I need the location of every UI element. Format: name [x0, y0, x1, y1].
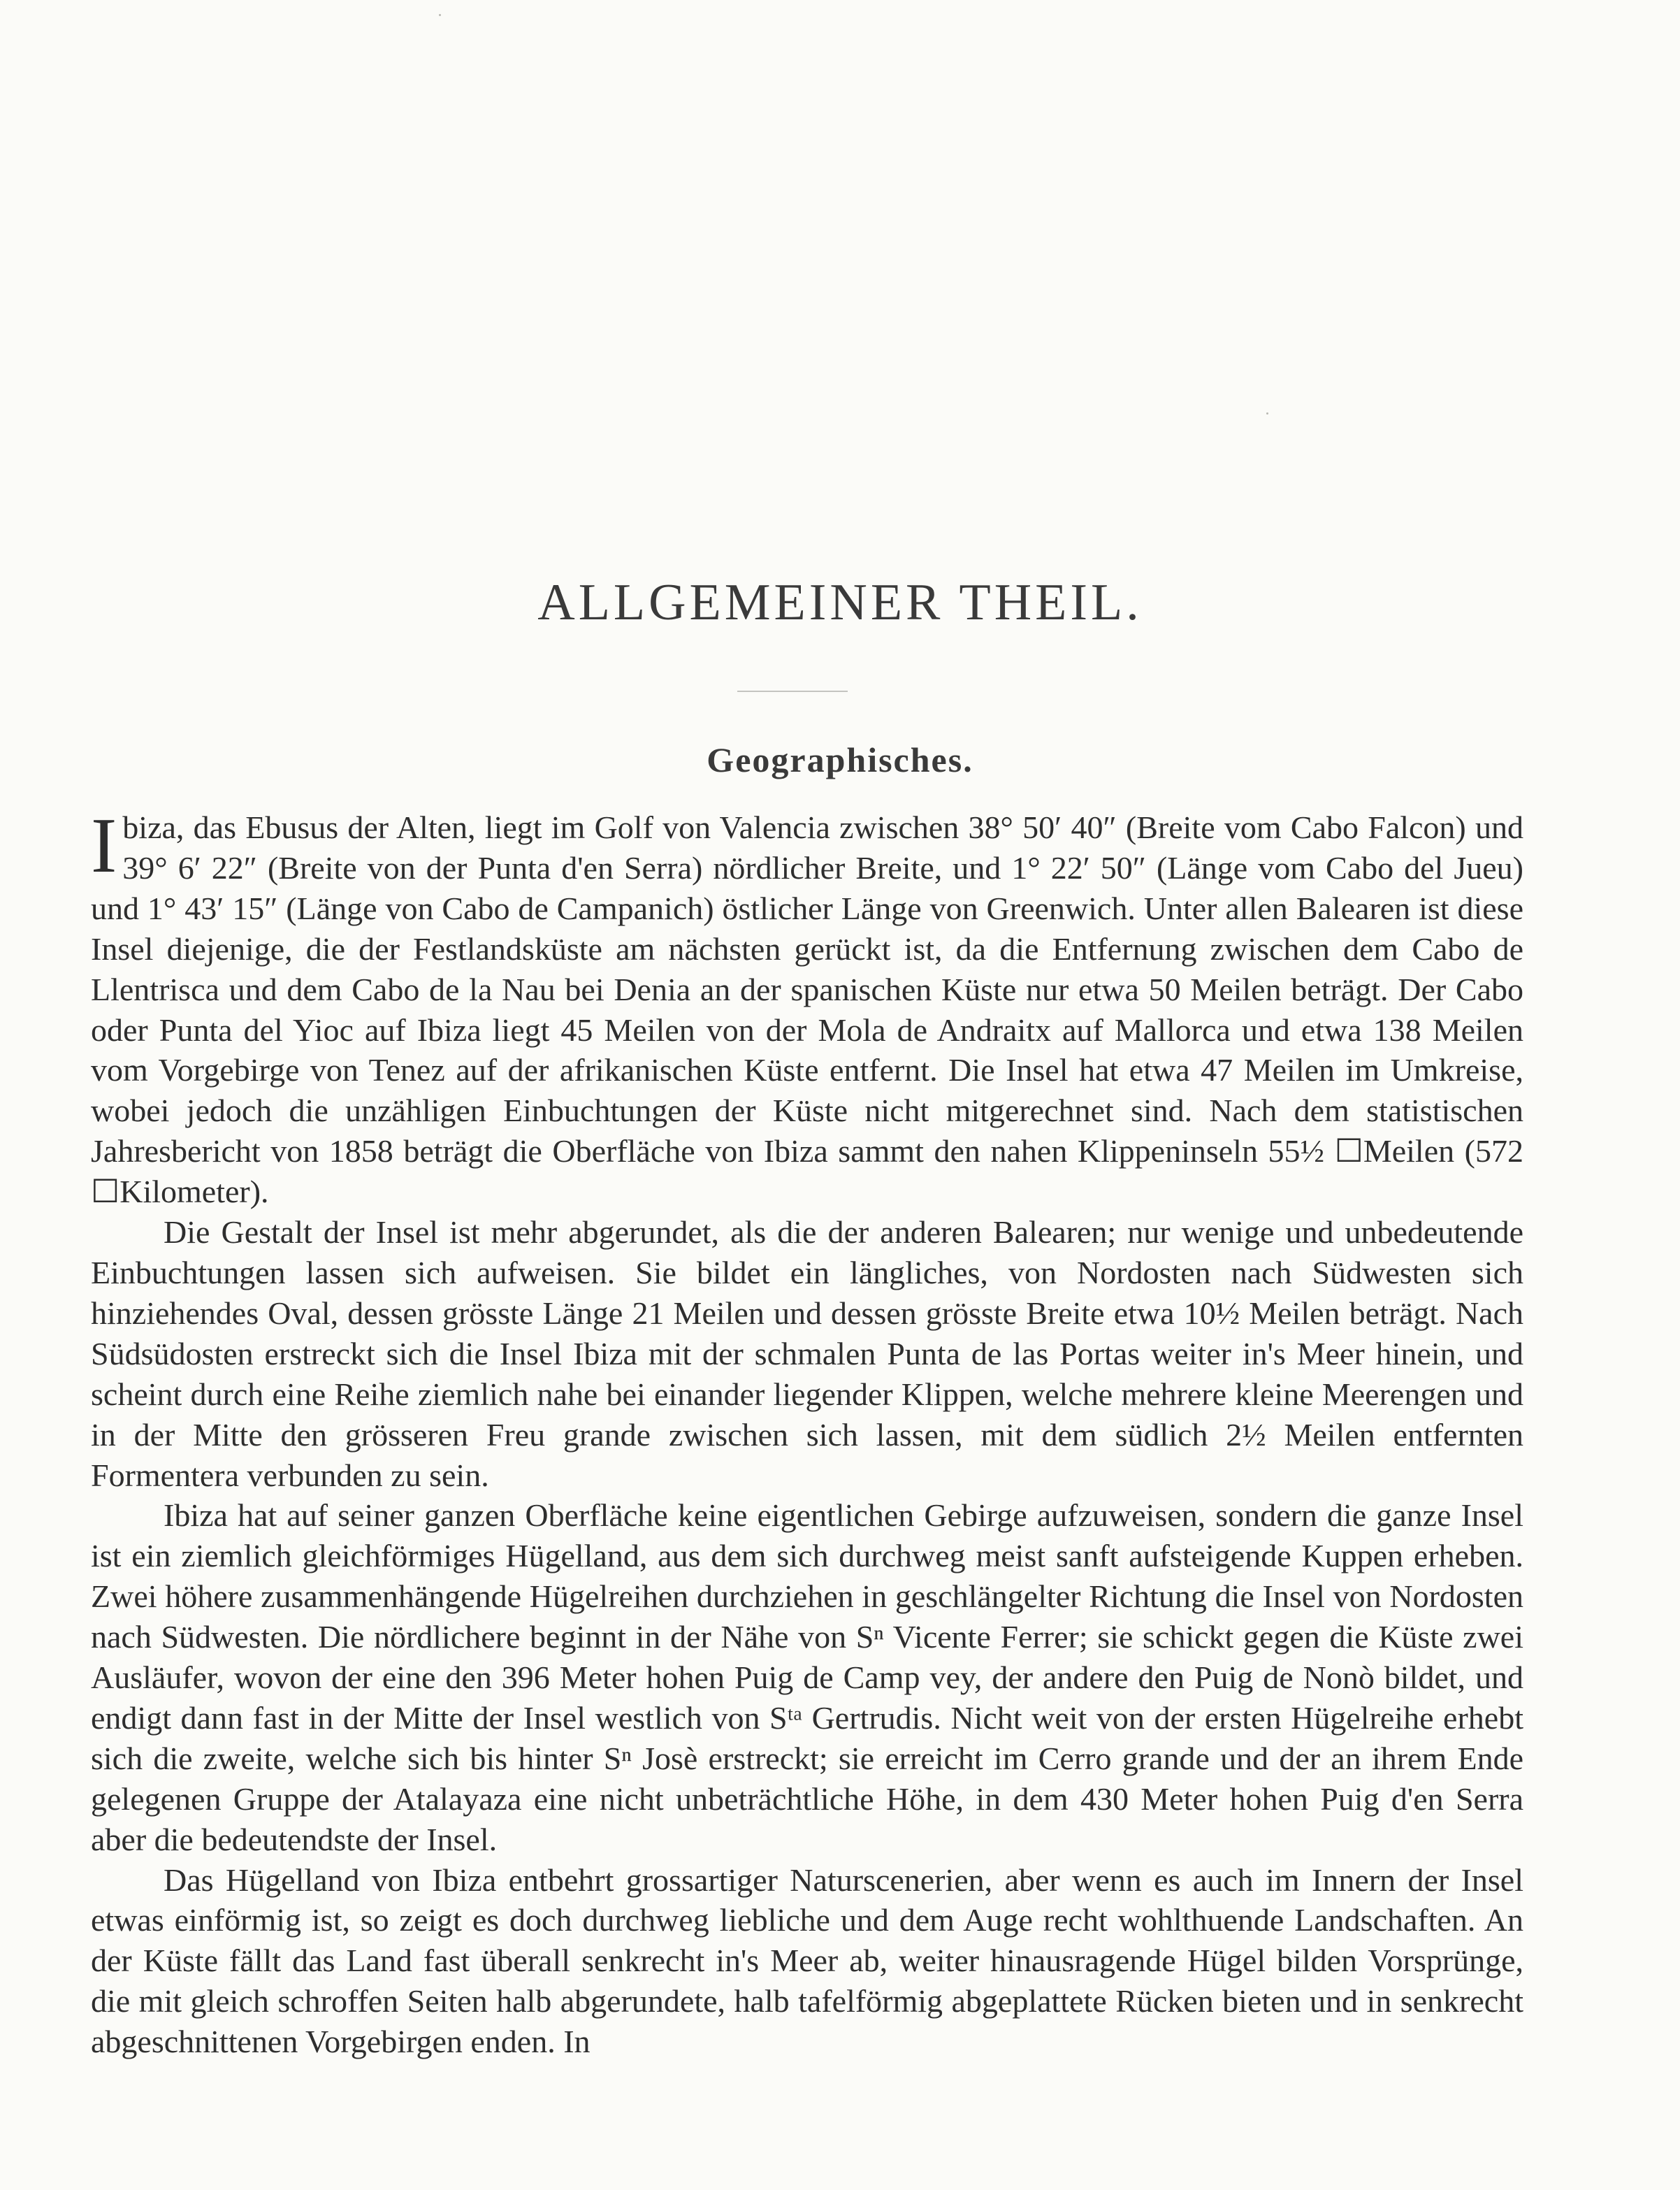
title-divider: [737, 691, 848, 692]
chapter-title: ALLGEMEINER THEIL.: [537, 574, 1143, 631]
drop-cap: I: [91, 802, 117, 889]
paragraph-3: Ibiza hat auf seiner ganzen Oberfläche keine eigentlichen Gebirge aufzuweisen, sondern die ganze Insel ist ein ziemlich gleichförmiges Hügelland, aus dem sich durchweg meist sanft aufsteigende Kuppen erheben. Zwei höhere zusammenhängende Hügelreihen durchziehen in geschlängelter Richtung die Insel von Nordosten nach Südwesten. Die nördlichere beginnt in der Nähe von Sⁿ Vicente Ferrer; sie schickt gegen die Küste zwei Ausläufer, wovon der eine den 396 Meter hohen Puig de Camp vey, der andere den Puig de Nonò bildet, und endigt dann fast in der Mitte der Insel westlich von Sᵗᵃ Gertrudis. Nicht weit von der ersten Hügelreihe erhebt sich die zweite, welche sich bis hinter Sⁿ Josè erstreckt; sie erreicht im Cerro grande und der an ihrem Ende gelegenen Gruppe der Atalayaza eine nicht unbeträchtliche Höhe, in dem 430 Meter hohen Puig d'en Serra aber die bedeutendste der Insel.: [91, 1497, 1523, 1857]
paragraph-2: Die Gestalt der Insel ist mehr abgerundet, als die der anderen Balearen; nur wenige und unbedeutende Einbuchtungen lassen sich aufweisen. Sie bildet ein längliches, von Nordosten nach Südwesten sich hinziehendes Oval, dessen grösste Länge 21 Meilen und dessen grösste Breite etwa 10½ Meilen beträgt. Nach Südsüdosten erstreckt sich die Insel Ibiza mit der schmalen Punta de las Portas weiter in's Meer hinein, und scheint durch eine Reihe ziemlich nahe bei einander liegender Klippen, welche mehrere kleine Meerengen und in der Mitte den grösseren Freu grande zwischen sich lassen, mit dem südlich 2½ Meilen entfernten Formentera verbunden zu sein.: [91, 1214, 1523, 1493]
body-text: [91, 802, 1523, 2062]
paragraph-1: [91, 802, 1523, 1212]
paper-speck: [439, 14, 441, 16]
section-title: Geographisches.: [707, 740, 973, 779]
paragraph-4: Das Hügelland von Ibiza entbehrt grossartiger Naturscenerien, aber wenn es auch im Innern der Insel etwas einförmig ist, so zeigt es doch durchweg liebliche und dem Auge recht wohlthuende Landschaften. An der Küste fällt das Land fast überall senkrecht in's Meer ab, weiter hinausragende Hügel bilden Vorsprünge, die mit gleich schroffen Seiten halb abgerundete, halb tafelförmig abgeplattete Rücken bieten und in senkrecht abgeschnittenen Vorgebirgen enden. In: [91, 1861, 1523, 2060]
paragraph-1-text: biza, das Ebusus der Alten, liegt im Golf von Valencia zwischen 38° 50′ 40″ (Breite vom Cabo Falcon) und 39° 6′ 22″ (Breite von der Punta d'en Serra) nördlicher Breite, und 1° 22′ 50″ (Länge vom Cabo del Jueu) und 1° 43′ 15″ (Länge von Cabo de Campanich) östlicher Länge von Greenwich. Unter allen Balearen ist diese Insel diejenige, die der Festlandsküste am nächsten gerückt ist, da die Entfernung zwischen dem Cabo de Llentrisca und dem Cabo de la Nau bei Denia an der spanischen Küste nur etwa 50 Meilen beträgt. Der Cabo oder Punta del Yioc auf Ibiza liegt 45 Meilen von der Mola de Andraitx auf Mallorca und etwa 138 Meilen vom Vorgebirge von Tenez auf der afrikanischen Küste entfernt. Die Insel hat etwa 47 Meilen im Umkreise, wobei jedoch die unzähligen Einbuchtungen der Küste nicht mitgerechnet sind. Nach dem statistischen Jahresbericht von 1858 beträgt die Oberfläche von Ibiza sammt den nahen Klippeninseln 55½ ☐Meilen (572 ☐Kilometer).: [91, 809, 1523, 1210]
paper-speck: [1266, 412, 1268, 415]
